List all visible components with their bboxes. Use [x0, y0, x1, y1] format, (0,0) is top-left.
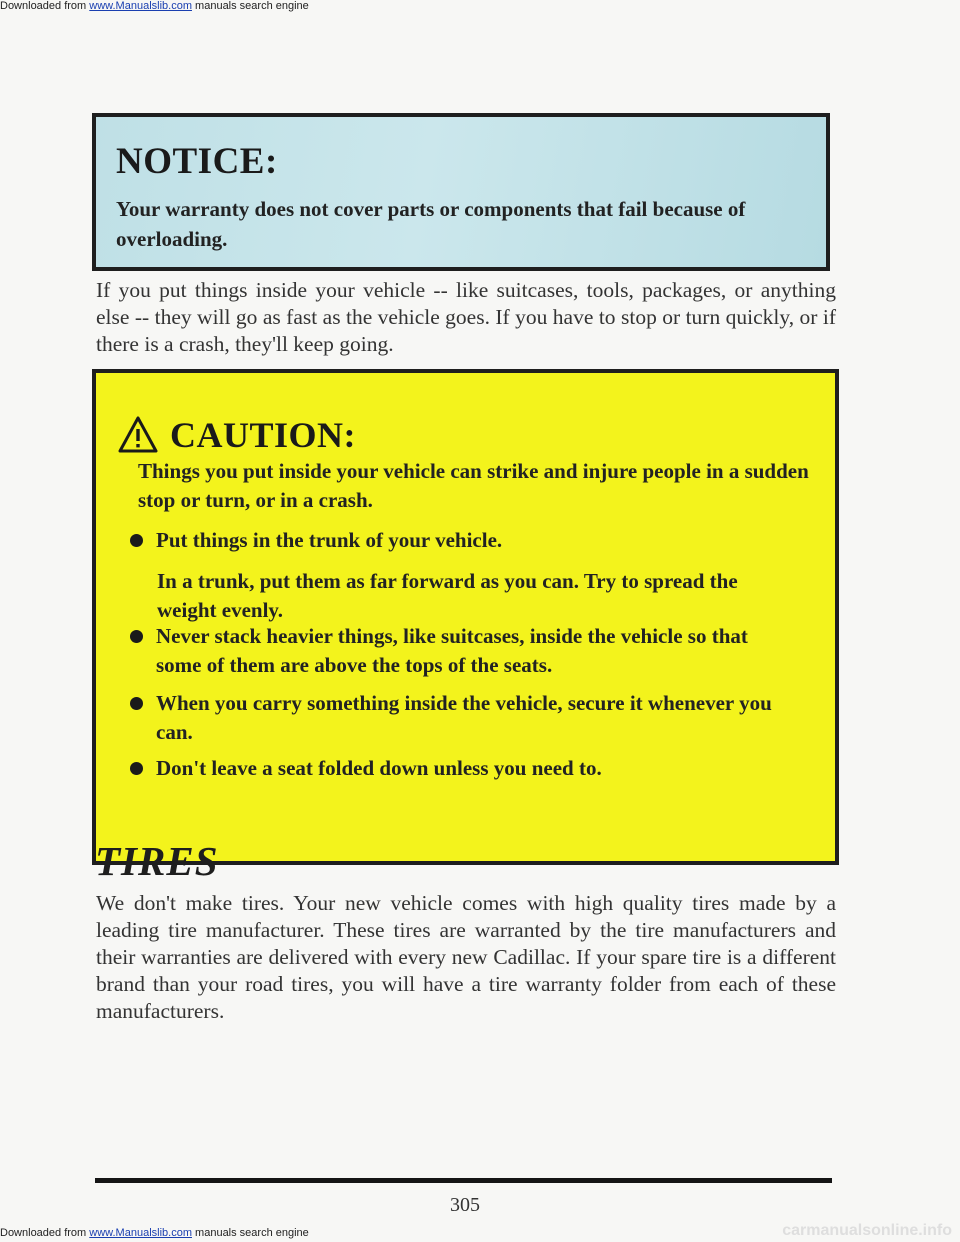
- download-banner-top: [0, 0, 309, 12]
- bullet-dot: [130, 697, 143, 710]
- section-heading-tires: TIRES: [95, 838, 219, 884]
- list-item: [130, 526, 796, 555]
- banner-suffix: manuals search engine: [195, 1227, 309, 1239]
- banner-suffix: manuals search engine: [195, 0, 309, 12]
- bullet-dot: [130, 630, 143, 643]
- banner-prefix: Downloaded from: [0, 0, 87, 12]
- bullet-dot: [130, 534, 143, 547]
- footer-rule: [95, 1178, 832, 1183]
- site-watermark: carmanualsonline.info: [782, 1222, 952, 1239]
- bullet-dot: [130, 762, 143, 775]
- list-item: [130, 689, 796, 747]
- manualslib-link[interactable]: www.Manualslib.com: [89, 0, 192, 12]
- caution-lead: Things you put inside your vehicle can strike and injure people in a sudden stop or turn, or in a crash.: [138, 459, 809, 512]
- trunk-sub-paragraph: In a trunk, put them as far forward as you can. Try to spread the weight evenly.: [157, 569, 738, 622]
- caution-box: [92, 369, 839, 865]
- list-item: [130, 754, 796, 783]
- notice-box: [92, 113, 830, 271]
- page-number: 305: [450, 1194, 480, 1216]
- caution-header: [118, 413, 356, 457]
- bullet-text: Don't leave a seat folded down unless you need to.: [156, 756, 602, 780]
- caution-title: CAUTION:: [170, 415, 357, 455]
- warning-triangle-icon: [118, 416, 158, 454]
- tires-paragraph: We don't make tires. Your new vehicle comes with high quality tires made by a leading tire manufacturer. These tires are warranted by the tire manufacturers and their warranties are delivered with every new Cadillac. If your spare tire is a different brand than your road tires, you will have a tire warranty folder from each of these manufacturers.: [96, 891, 836, 1023]
- manualslib-link[interactable]: www.Manualslib.com: [89, 1227, 192, 1239]
- download-banner-bottom: [0, 1227, 309, 1239]
- bullet-text: When you carry something inside the vehicle, secure it whenever you can.: [156, 691, 772, 744]
- notice-body: Your warranty does not cover parts or components that fail because of overloading.: [116, 197, 746, 251]
- intro-paragraph: If you put things inside your vehicle -- like suitcases, tools, packages, or anything else -- they will go as fast as the vehicle goes. If you have to stop or turn quickly, or if there is a crash, they'll keep going.: [96, 278, 836, 356]
- bullet-text: Put things in the trunk of your vehicle.: [156, 528, 503, 552]
- notice-title: NOTICE:: [116, 141, 278, 182]
- list-item: [130, 622, 796, 680]
- banner-prefix: Downloaded from: [0, 1227, 87, 1239]
- bullet-text: Never stack heavier things, like suitcases, inside the vehicle so that some of them are above the tops of the seats.: [156, 624, 748, 677]
